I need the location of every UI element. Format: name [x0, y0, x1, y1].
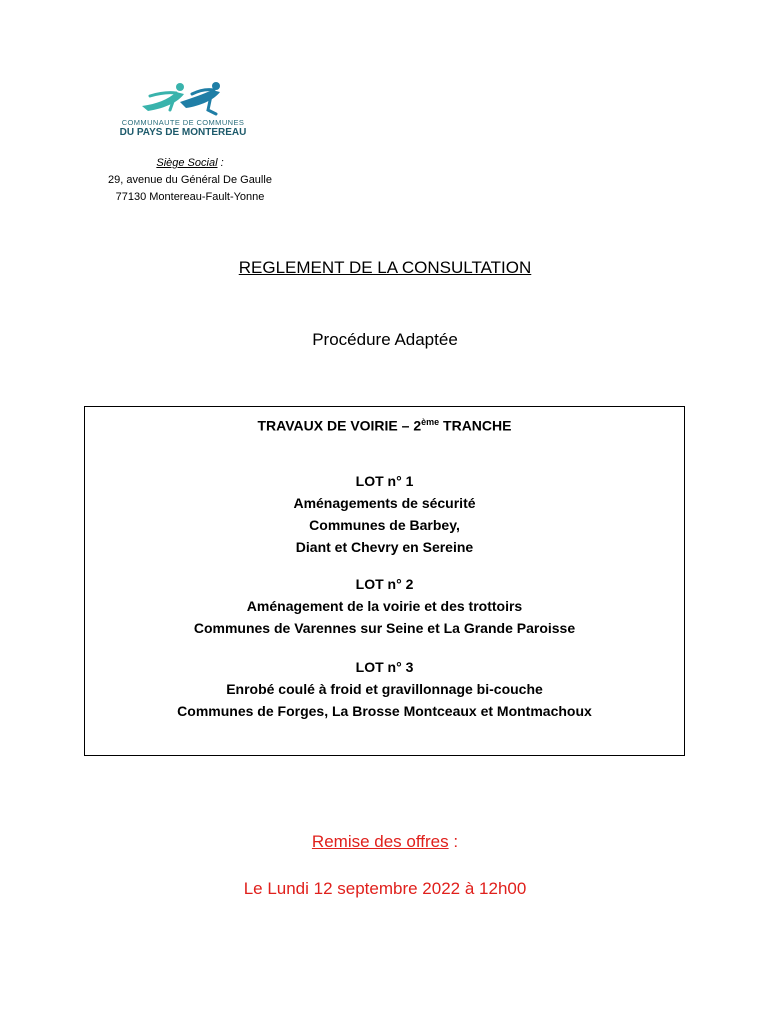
lot-line: Communes de Forges, La Brosse Montceaux et Montmachoux — [177, 703, 592, 719]
lot-line: Enrobé coulé à froid et gravillonnage bi-couche — [226, 681, 543, 697]
lot-line: Aménagements de sécurité — [293, 495, 476, 511]
logo — [108, 80, 258, 142]
lot-line: Aménagement de la voirie et des trottoirs — [246, 598, 523, 614]
lot-1 — [85, 470, 684, 558]
logo-line2: DU PAYS DE MONTEREAU — [119, 127, 247, 138]
remise-label: Remise des offres : — [311, 832, 459, 851]
document-title: REGLEMENT DE LA CONSULTATION — [238, 258, 532, 277]
running-figures-logo-icon — [136, 80, 236, 118]
lot-line: Communes de Varennes sur Seine et La Grande Paroisse — [193, 620, 576, 636]
procedure-type: Procédure Adaptée — [312, 330, 458, 349]
logo-line1: COMMUNAUTE DE COMMUNES — [121, 118, 245, 127]
lot-number: LOT n° 2 — [355, 576, 414, 592]
address-street: 29, avenue du Général De Gaulle — [108, 174, 272, 186]
lot-number: LOT n° 1 — [355, 473, 414, 489]
lot-line: Diant et Chevry en Sereine — [295, 539, 474, 555]
lot-3 — [85, 656, 684, 722]
lot-2 — [85, 573, 684, 639]
works-header: TRAVAUX DE VOIRIE – 2ème TRANCHE — [257, 417, 512, 434]
address-block — [90, 155, 290, 206]
remise-date: Le Lundi 12 septembre 2022 à 12h00 — [243, 879, 527, 898]
lots-box — [84, 406, 685, 756]
lot-line: Communes de Barbey, — [309, 517, 460, 533]
siege-social-label: Siège Social : — [156, 157, 224, 169]
lot-number: LOT n° 3 — [355, 659, 414, 675]
address-city: 77130 Montereau-Fault-Yonne — [115, 191, 265, 203]
